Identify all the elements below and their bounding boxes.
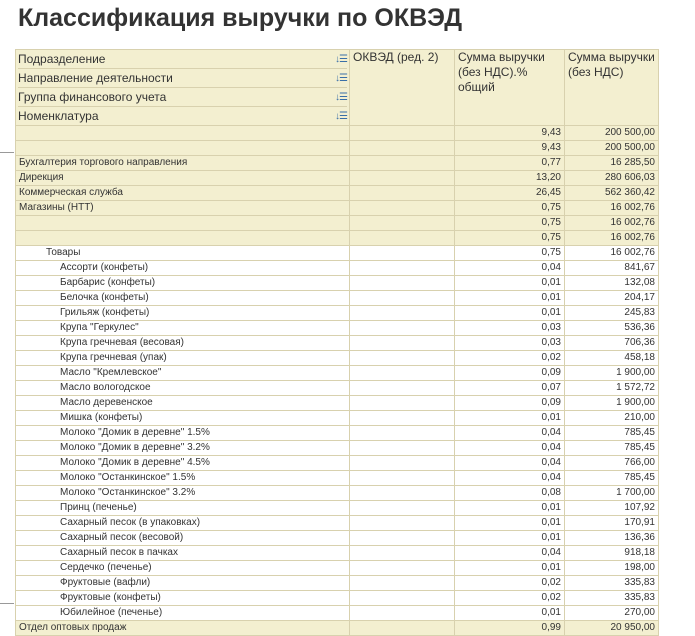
row-label: Грильяж (конфеты) [16,306,350,321]
row-sum: 200 500,00 [565,141,659,156]
row-sum: 918,18 [565,546,659,561]
sort-icon[interactable]: ↓☰ [335,72,347,84]
table-row[interactable] [16,396,659,411]
row-okved [350,621,455,636]
row-pct: 0,01 [455,411,565,426]
row-label: Сахарный песок в пачках [16,546,350,561]
row-sum: 270,00 [565,606,659,621]
row-label: Сахарный песок (в упаковках) [16,516,350,531]
table-row[interactable] [16,216,659,231]
row-label: Белочка (конфеты) [16,291,350,306]
row-pct: 0,77 [455,156,565,171]
table-row[interactable] [16,606,659,621]
row-label [16,126,350,141]
table-row[interactable] [16,261,659,276]
table-row[interactable] [16,246,659,261]
table-row[interactable] [16,381,659,396]
table-row[interactable] [16,186,659,201]
row-label: Коммерческая служба [16,186,350,201]
sort-icon[interactable]: ↓☰ [335,110,347,122]
grouping-label: Подразделение [18,51,106,66]
row-pct: 0,04 [455,546,565,561]
row-sum: 200 500,00 [565,126,659,141]
row-sum: 766,00 [565,456,659,471]
table-row[interactable] [16,486,659,501]
row-okved [350,321,455,336]
row-pct: 0,01 [455,561,565,576]
row-pct: 0,04 [455,441,565,456]
col-header-sum[interactable]: Сумма выручки (без НДС) [565,50,659,126]
grouping-label: Направление деятельности [18,70,173,85]
row-sum: 458,18 [565,351,659,366]
row-label: Масло "Кремлевское" [16,366,350,381]
row-pct: 26,45 [455,186,565,201]
row-sum: 536,36 [565,321,659,336]
row-okved [350,531,455,546]
gutter-marker [0,603,14,604]
row-pct: 0,01 [455,501,565,516]
row-sum: 132,08 [565,276,659,291]
table-row[interactable] [16,576,659,591]
row-okved [350,156,455,171]
row-pct: 0,75 [455,246,565,261]
row-pct: 0,01 [455,531,565,546]
table-row[interactable] [16,156,659,171]
row-okved [350,216,455,231]
row-label: Товары [16,246,350,261]
col-header-pct[interactable]: Сумма выручки (без НДС).% общий [455,50,565,126]
row-pct: 0,04 [455,471,565,486]
table-row[interactable] [16,621,659,636]
row-label: Бухгалтерия торгового направления [16,156,350,171]
row-pct: 0,04 [455,261,565,276]
row-label: Мишка (конфеты) [16,411,350,426]
row-pct: 0,01 [455,606,565,621]
row-label: Ассорти (конфеты) [16,261,350,276]
report-title: Классификация выручки по ОКВЭД [18,4,463,32]
table-row[interactable] [16,141,659,156]
table-row[interactable] [16,171,659,186]
row-label: Молоко "Останкинское" 3.2% [16,486,350,501]
row-label: Молоко "Останкинское" 1.5% [16,471,350,486]
row-sum: 1 700,00 [565,486,659,501]
row-okved [350,441,455,456]
row-pct: 0,01 [455,516,565,531]
row-sum: 785,45 [565,471,659,486]
grouping-header [16,50,350,126]
row-sum: 16 285,50 [565,156,659,171]
row-okved [350,561,455,576]
table-row[interactable] [16,516,659,531]
row-okved [350,126,455,141]
row-okved [350,546,455,561]
row-label: Сахарный песок (весовой) [16,531,350,546]
table-row[interactable] [16,591,659,606]
row-okved [350,291,455,306]
row-okved [350,186,455,201]
row-pct: 0,01 [455,276,565,291]
table-row[interactable] [16,366,659,381]
row-label: Фруктовые (вафли) [16,576,350,591]
row-sum: 785,45 [565,441,659,456]
row-okved [350,261,455,276]
row-pct: 0,08 [455,486,565,501]
table-row[interactable] [16,231,659,246]
row-label [16,141,350,156]
table-row[interactable] [16,546,659,561]
row-sum: 16 002,76 [565,201,659,216]
table-row[interactable] [16,126,659,141]
row-label: Молоко "Домик в деревне" 4.5% [16,456,350,471]
row-label [16,216,350,231]
row-okved [350,336,455,351]
row-sum: 16 002,76 [565,216,659,231]
row-sum: 1 900,00 [565,366,659,381]
row-sum: 170,91 [565,516,659,531]
table-row[interactable] [16,501,659,516]
sort-icon[interactable]: ↓☰ [335,91,347,103]
row-okved [350,276,455,291]
row-label: Крупа гречневая (весовая) [16,336,350,351]
row-pct: 0,75 [455,216,565,231]
table-row[interactable] [16,411,659,426]
row-label: Юбилейное (печенье) [16,606,350,621]
table-row[interactable] [16,336,659,351]
table-row[interactable] [16,201,659,216]
row-pct: 0,04 [455,426,565,441]
row-okved [350,606,455,621]
table-row[interactable] [16,441,659,456]
row-sum: 16 002,76 [565,231,659,246]
row-okved [350,306,455,321]
row-okved [350,141,455,156]
row-pct: 0,01 [455,306,565,321]
row-okved [350,471,455,486]
row-pct: 0,03 [455,321,565,336]
table-row[interactable] [16,471,659,486]
row-sum: 136,36 [565,531,659,546]
table-row[interactable] [16,276,659,291]
row-sum: 1 900,00 [565,396,659,411]
sort-icon[interactable]: ↓☰ [335,53,347,65]
row-sum: 204,17 [565,291,659,306]
row-pct: 0,02 [455,591,565,606]
row-okved [350,576,455,591]
row-pct: 0,04 [455,456,565,471]
row-sum: 1 572,72 [565,381,659,396]
row-pct: 0,75 [455,201,565,216]
grouping-row[interactable] [18,69,347,88]
row-label: Масло вологодское [16,381,350,396]
row-okved [350,486,455,501]
row-label: Крупа "Геркулес" [16,321,350,336]
grouping-row[interactable] [18,88,347,107]
row-pct: 0,03 [455,336,565,351]
report-table [15,49,659,636]
row-sum: 562 360,42 [565,186,659,201]
row-okved [350,201,455,216]
row-pct: 0,75 [455,231,565,246]
header-row [16,50,659,126]
row-label: Масло деревенское [16,396,350,411]
row-pct: 0,99 [455,621,565,636]
row-pct: 0,02 [455,351,565,366]
row-label: Магазины (НТТ) [16,201,350,216]
col-header-okved[interactable]: ОКВЭД (ред. 2) [350,50,455,126]
table-row[interactable] [16,351,659,366]
row-okved [350,231,455,246]
row-okved [350,516,455,531]
row-sum: 785,45 [565,426,659,441]
table-row[interactable] [16,456,659,471]
row-sum: 245,83 [565,306,659,321]
row-okved [350,246,455,261]
row-okved [350,171,455,186]
row-sum: 198,00 [565,561,659,576]
row-okved [350,366,455,381]
row-sum: 706,36 [565,336,659,351]
row-label: Барбарис (конфеты) [16,276,350,291]
row-label [16,231,350,246]
table-row[interactable] [16,426,659,441]
grouping-row[interactable] [18,107,347,125]
row-label: Молоко "Домик в деревне" 1.5% [16,426,350,441]
table-row[interactable] [16,306,659,321]
row-sum: 335,83 [565,591,659,606]
row-label: Принц (печенье) [16,501,350,516]
table-row[interactable] [16,531,659,546]
row-okved [350,396,455,411]
grouping-label: Номенклатура [18,108,99,123]
row-sum: 841,67 [565,261,659,276]
row-sum: 280 606,03 [565,171,659,186]
row-sum: 16 002,76 [565,246,659,261]
row-label: Сердечко (печенье) [16,561,350,576]
row-pct: 9,43 [455,141,565,156]
row-label: Молоко "Домик в деревне" 3.2% [16,441,350,456]
row-pct: 9,43 [455,126,565,141]
table-row[interactable] [16,321,659,336]
row-pct: 0,09 [455,396,565,411]
row-pct: 0,09 [455,366,565,381]
row-sum: 107,92 [565,501,659,516]
row-pct: 0,02 [455,576,565,591]
row-okved [350,456,455,471]
row-label: Фруктовые (конфеты) [16,591,350,606]
row-sum: 20 950,00 [565,621,659,636]
row-okved [350,411,455,426]
row-pct: 13,20 [455,171,565,186]
row-label: Дирекция [16,171,350,186]
row-sum: 335,83 [565,576,659,591]
row-okved [350,591,455,606]
grouping-label: Группа финансового учета [18,89,167,104]
row-okved [350,351,455,366]
row-okved [350,381,455,396]
row-label: Отдел оптовых продаж [16,621,350,636]
table-row[interactable] [16,561,659,576]
row-label: Крупа гречневая (упак) [16,351,350,366]
table-row[interactable] [16,291,659,306]
row-pct: 0,07 [455,381,565,396]
row-pct: 0,01 [455,291,565,306]
row-okved [350,501,455,516]
row-sum: 210,00 [565,411,659,426]
gutter-marker [0,152,14,153]
report-rows [16,126,659,636]
grouping-row[interactable] [18,50,347,69]
row-okved [350,426,455,441]
